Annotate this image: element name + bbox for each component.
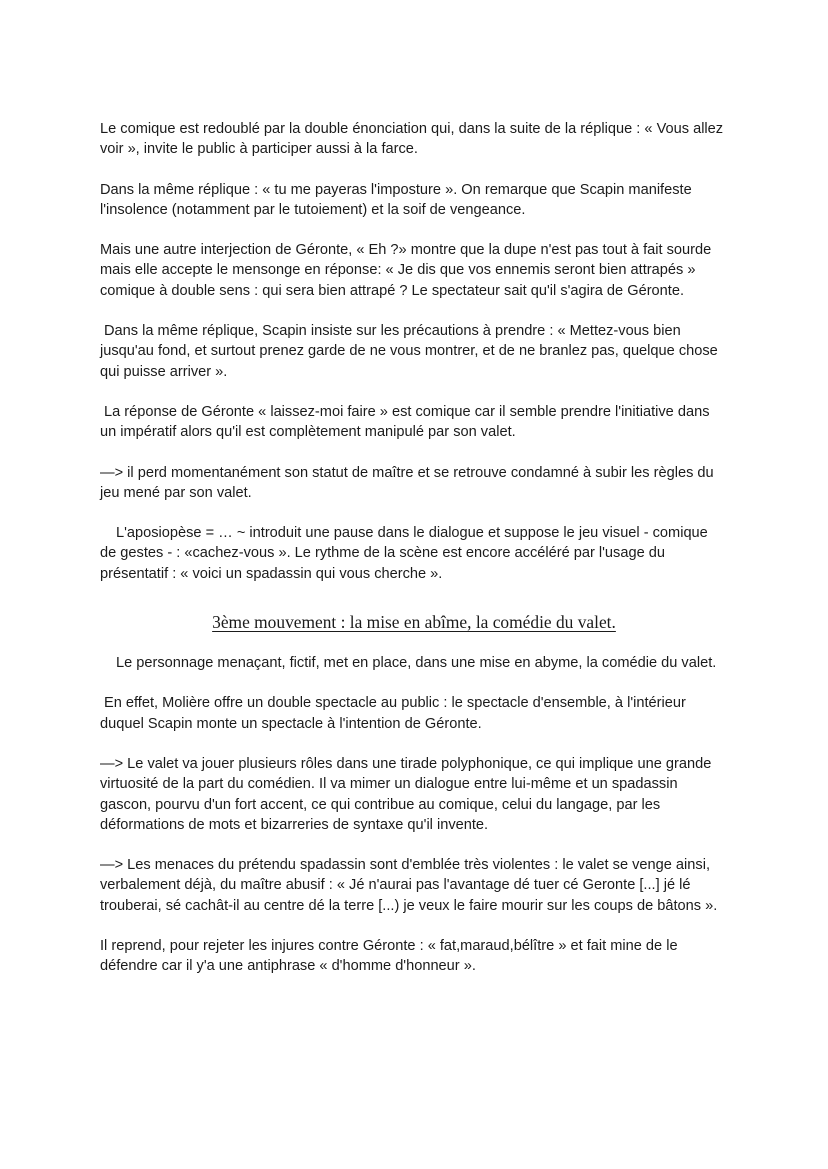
paragraph-double-enonciation: Le comique est redoublé par la double énonciation qui, dans la suite de la réplique : « Vous allez voir », invite le public à participer aussi à la farce. xyxy=(100,121,724,158)
paragraph-imposture: Dans la même réplique : « tu me payeras l'imposture ». On remarque que Scapin manifeste l'insolence (notamment par le tutoiement) et la soif de vengeance. xyxy=(100,181,692,218)
paragraph-interjection-geronte: Mais une autre interjection de Géronte, « Eh ?» montre que la dupe n'est pas tout à fait sourde mais elle accepte le mensonge en réponse: « Je dis que vos ennemis seront bien attrapés » comique à double sens : qui sera bien attrapé ? Le spectateur sait qu'il s'agira de Géronte. xyxy=(100,242,712,299)
paragraph-laissez-moi-faire: La réponse de Géronte « laissez-moi faire » est comique car il semble prendre l'initiative dans un impératif alors qu'il est complètement manipulé par son valet. xyxy=(100,403,710,441)
paragraph-tirade-polyphonique: —> Le valet va jouer plusieurs rôles dans une tirade polyphonique, ce qui implique une grande virtuosité de la part du comédien. Il va mimer un dialogue entre lui-même et un spadassin gascon, pourvu d'un fort accent, ce qui contribue au comique, celui du langage, par les déformations de mots et bizarreries de syntaxe qu'il invente. xyxy=(100,755,712,833)
paragraph-antiphrase: Il reprend, pour rejeter les injures contre Géronte : « fat,maraud,bélître » et fait mine de le défendre car il y'a une antiphrase « d'homme d'honneur ». xyxy=(100,938,678,975)
paragraph-aposiopese: L'aposiopèse = … ~ introduit une pause dans le dialogue et suppose le jeu visuel - comique de gestes - : «cachez-vous ». Le rythme de la scène est encore accéléré par l'usage du présentatif : « voici un spadassin qui vous cherche ». xyxy=(100,525,708,582)
document-page xyxy=(100,119,728,997)
paragraph-statut-maitre: —> il perd momentanément son statut de maître et se retrouve condamné à subir les règles du jeu mené par son valet. xyxy=(100,464,714,501)
paragraph-double-spectacle: En effet, Molière offre un double spectacle au public : le spectacle d'ensemble, à l'intérieur duquel Scapin monte un spectacle à l'intention de Géronte. xyxy=(100,695,686,732)
paragraph-menaces-spadassin: —> Les menaces du prétendu spadassin sont d'emblée très violentes : le valet se venge ainsi, verbalement déjà, du maître abusif : « Jé n'aurai pas l'avantage dé tuer cé Geronte [...] jé lé trouberai, sé cachât-il au centre dé la terre [...) je veux le faire mourir sur les coups de bâtons ». xyxy=(100,857,718,914)
paragraph-personnage-menacant: Le personnage menaçant, fictif, met en place, dans une mise en abyme, la comédie du valet. xyxy=(116,655,717,672)
paragraph-precautions: Dans la même réplique, Scapin insiste sur les précautions à prendre : « Mettez-vous bien jusqu'au fond, et surtout prenez garde de ne vous montrer, et de ne branlez pas, quelque chose qui puisse arriver ». xyxy=(100,323,718,380)
section-heading: 3ème mouvement : la mise en abîme, la comédie du valet. xyxy=(212,612,616,633)
